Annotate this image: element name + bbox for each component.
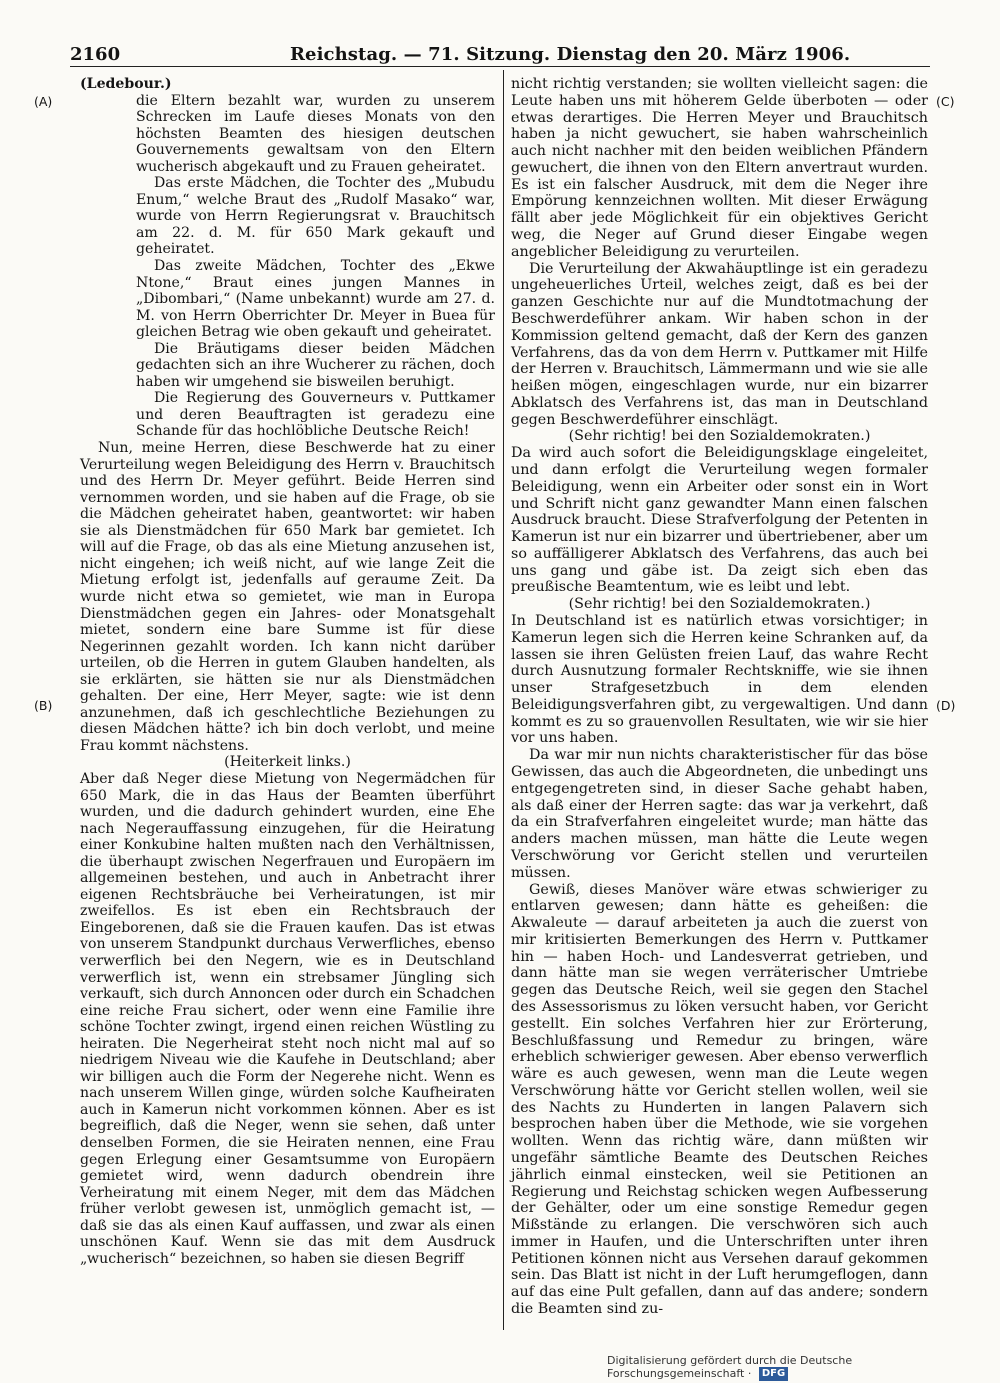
body-paragraph: nicht richtig verstanden; sie wollten vielleicht sagen: die Leute haben uns mit höherem Gelde überboten — oder etwas derartiges. Die Herren Meyer und Brauchitsch haben ja nicht gewuchert, sie haben wahrscheinlich auch nicht nachher mit den beiden weiblichen Pfändern gewuchert, die ihnen von den Eltern anvertraut wurden. Es ist ein falscher Ausdruck, mit dem die Neger ihre Empörung kennzeichnen wollten. Mit dieser Erwägung fällt aber jede Möglichkeit für ein objektives Gericht weg, die Neger auf Grund dieser Eingabe wegen angeblicher Beleidigung zu verurteilen.: [511, 76, 928, 260]
body-paragraph: Nun, meine Herren, diese Beschwerde hat zu einer Verurteilung wegen Beleidigung des Herrn v. Brauchitsch und des Herrn Dr. Meyer geführt. Beide Herren sind vernommen worden, und sie haben auf die Frage, ob sie die Mädchen geheiratet haben, geantwortet: wir haben sie als Dienstmädchen für 650 Mark bar gemietet. Ich will auf die Frage, ob das als eine Mietung anzusehen ist, nicht eingehen; ich weiß nicht, auf wie lange Zeit die Mietung erfolgt ist, jedenfalls auf geraume Zeit. Da wurde nicht etwa so gemietet, wie man in Europa Dienstmädchen gegen ein Jahres- oder Monatsgehalt mietet, sondern eine bare Summe ist für diese Negerinnen gezahlt worden. Ich kann nicht darüber urteilen, ob die Herren in gutem Glauben handelten, als sie erklärten, sie hätten sie nur als Dienstmädchen gehalten. Der eine, Herr Meyer, sagte: wie ist denn anzunehmen, daß ich geschlechtliche Beziehungen zu diesen Mädchen hätte? ich bin doch verlobt, und meine Frau kommt nächstens.: [80, 440, 495, 754]
digitization-footer: [607, 1354, 987, 1380]
body-paragraph: Die Verurteilung der Akwahäuptlinge ist ein geradezu ungeheuerliches Urteil, welches zeigt, daß es bei der ganzen Geschichte nur auf die Mundtotmachung der Beschwerdeführer ankam. Wir haben schon in der Kommission geltend gemacht, daß der Kern des ganzen Verfahrens, das da von dem Herrn v. Puttkamer mit Hilfe der Herren v. Brauchitsch, Lämmermann und wie sie alle heißen mögen, eingeschlagen wurde, nur ein bizarrer Abklatsch des Verfahrens ist, das man in Deutschland gegen Beschwerdeführer einschlägt.: [511, 260, 928, 428]
margin-marker-c: (C): [936, 94, 955, 109]
interjection: (Sehr richtig! bei den Sozialdemokraten.): [568, 596, 871, 613]
running-head: Reichstag. — 71. Sitzung. Dienstag den 20. März 1906.: [290, 44, 851, 65]
header-rule: [70, 66, 930, 67]
body-paragraph: Gewiß, dieses Manöver wäre etwas schwieriger zu entlarven gewesen; dann hätte es geheißen: die Akwaleute — darauf arbeiteten ja auch die zuerst von mir kritisierten Bemerkungen des Herrn v. Puttkamer hin — haben Hoch- und Landesverrat getrieben, und dann hätte man sie wegen verräterischer Umtriebe gegen das Deutsche Reich, weil sie gegen den Stachel des Assessorismus zu löken versucht haben, vor Gericht gestellt. Ein solches Verfahren hier zur Erörterung, Beschlußfassung und Remedur zu bringen, wäre erheblich schwieriger gewesen. Aber ebenso verwerflich wäre es auch gewesen, wenn man die Leute wegen Verschwörung hätte vor Gericht stellen wollen, weil sie des Nachts zu Hunderten in langen Palavern sich besprochen haben über die Methode, wie sie vorgehen wollten. Wenn das richtig wäre, dann müßten wir ungefähr sämtliche Beamte des Deutschen Reiches jährlich einmal einstecken, weil sie Petitionen an Regierung und Reichstag schicken wegen Aufbesserung der Gehälter, oder um eine sonstige Remedur gegen Mißstände zu erlangen. Die verschwören sich auch immer in Haufen, und die Unterschriften unter ihren Petitionen können nicht aus Versehen darauf gekommen sein. Das Blatt ist nicht in der Luft herumgeflogen, dann auf das eine Pult gefallen, dann auf das andere; sondern die Beamten sind zu-: [511, 881, 928, 1318]
body-paragraph: Da war mir nun nichts charakteristischer für das böse Gewissen, das auch die Abgeordneten, die unbedingt uns entgegengetreten sind, in dieser Sache gehabt haben, als daß einer der Herren sagte: das war ja verkehrt, daß da ein Strafverfahren eingeleitet wurde; man hätte das anders machen müssen, man hätte die Leute wegen Verschwörung vor Gericht stellen und verurteilen müssen.: [511, 747, 928, 881]
interjection: (Sehr richtig! bei den Sozialdemokraten.): [568, 428, 871, 445]
quoted-paragraph: Die Bräutigams dieser beiden Mädchen gedachten sich an ihre Wucherer zu rächen, doch haben wir umgehend sie bisweilen beruhigt.: [136, 340, 495, 390]
page-number: 2160: [70, 44, 121, 65]
body-paragraph: Aber daß Neger diese Mietung von Negermädchen für 650 Mark, die in das Haus der Beamten überführt wurden, und die dadurch gehindert wurden, eine Ehe nach Negerauffassung einzugehen, für die Heiratung einer Konkubine halten mußten nach den Verhältnissen, die überhaupt zwischen Negerfrauen und Europäern im allgemeinen bestehen, und auch in Anbetracht ihrer eigenen Rechtsbräuche bei Verheiratungen, ist mir zweifellos. Es ist eben ein Rechtsbrauch der Eingeborenen, daß sie die Frauen kaufen. Das ist etwas von unserem Standpunkt durchaus Verwerfliches, ebenso verwerflich bei den Negern, wie es in Deutschland verwerflich ist, wenn ein strebsamer Jüngling sich verkauft, sich durch Annoncen oder durch ein Schadchen eine reiche Frau sichert, oder wenn eine Familie ihre schöne Tochter zwingt, irgend einen reichen Wüstling zu heiraten. Die Negerheirat steht noch nicht mal auf so niedrigem Niveau wie die Kaufehe in Deutschland; aber wir billigen auch die Form der Negerehe nicht. Wenn es nach unserem Willen ginge, würden solche Kaufheiraten auch in Kamerun nicht vorkommen können. Aber es ist begreiflich, daß die Neger, wenn sie sehen, daß unter denselben Formen, die sie Heiraten nennen, eine Frau gegen Erlegung einer Gesamtsumme von Europäern gemietet wird, wenn dadurch obendrein ihre Verheiratung mit einem Neger, mit dem das Mädchen früher verlobt gewesen ist, unmöglich gemacht ist, — daß sie das als einen Kauf auffassen, und zwar als einen unschönen Kauf. Wenn sie das mit dem Ausdruck „wucherisch“ bezeichnen, so haben sie diesen Begriff: [80, 770, 495, 1267]
dfg-logo: DFG: [759, 1367, 788, 1381]
interjection: (Heiterkeit links.): [224, 754, 351, 771]
quoted-paragraph: Die Regierung des Gouverneurs v. Puttkamer und deren Beauftragten ist geradezu eine Schande für das hochlöbliche Deutsche Reich!: [136, 390, 495, 440]
quoted-paragraph: Das erste Mädchen, die Tochter des „Mubudu Enum,“ welche Braut des „Rudolf Masako“ war, wurde von Herrn Regierungsrat v. Brauchitsch am 22. d. M. für 650 Mark gekauft und geheiratet.: [136, 175, 495, 258]
speaker-name: (Ledebour.): [80, 76, 172, 92]
column-divider: [503, 70, 504, 1330]
margin-marker-a: (A): [34, 94, 53, 109]
body-paragraph: Da wird auch sofort die Beleidigungsklage eingeleitet, und dann erfolgt die Verurteilung wegen formaler Beleidigung, wenn ein Arbeiter oder sonst ein in Wort und Schrift nicht ganz gewandter Mann einen falschen Ausdruck braucht. Diese Strafverfolgung der Petenten in Kamerun ist nur ein bizarrer und übertriebener, aber um so auffälligerer Abklatsch des Verfahrens, das auch bei uns gang und gäbe ist. Da zeigt sich eben das preußische Beamtentum, wie es leibt und lebt.: [511, 445, 928, 596]
margin-marker-d: (D): [936, 698, 956, 713]
footer-credit: Digitalisierung gefördert durch die Deutsche Forschungsgemeinschaft ·: [607, 1354, 853, 1380]
quoted-paragraph: Das zweite Mädchen, Tochter des „Ekwe Ntone,“ Braut eines jungen Mannes in „Dibombari,“ (Name unbekannt) wurde am 27. d. M. von Herrn Oberrichter Dr. Meyer in Buea für gleichen Betrag wie oben gekauft und geheiratet.: [136, 258, 495, 341]
right-column: [511, 76, 928, 1318]
left-column: [80, 76, 495, 1267]
body-paragraph: In Deutschland ist es natürlich etwas vorsichtiger; in Kamerun legen sich die Herren keine Schranken auf, da lassen sie ihren Gelüsten freien Lauf, das wahre Recht durch Ausnutzung formaler Rechtskniffe, wie sie ihnen unser Strafgesetzbuch in dem elenden Beleidigungsverfahren gibt, zu vergewaltigen. Und dann kommt es zu so grauenvollen Resultaten, wie wir sie hier vor uns haben.: [511, 613, 928, 747]
quoted-paragraph: die Eltern bezahlt war, wurden zu unserem Schrecken im Laufe dieses Monats von den höchsten Beamten des hiesigen deutschen Gouvernements gewaltsam von den Eltern wucherisch abgekauft und zu Frauen geheiratet.: [136, 92, 495, 175]
margin-marker-b: (B): [34, 698, 53, 713]
